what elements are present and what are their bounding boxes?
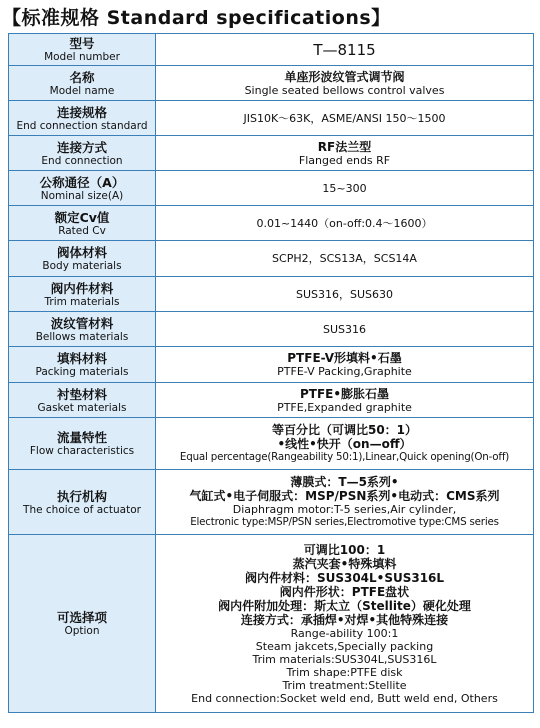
spec-value-line: 阀内件形状：PTFE盘状 — [279, 584, 410, 599]
spec-value-line: •线性•快开（on—off） — [277, 437, 412, 451]
spec-row — [9, 347, 534, 383]
spec-value-line: PTFE•膨胀石墨 — [299, 386, 390, 401]
spec-label — [9, 66, 156, 101]
spec-value-line: Range-ability 100:1 — [290, 626, 399, 640]
spec-value-line: 蒸汽夹套•特殊填料 — [292, 556, 397, 571]
spec-row — [9, 418, 534, 470]
spec-label-zh: 型号 — [69, 36, 95, 51]
spec-label — [9, 34, 156, 66]
spec-value-line: Equal percentage(Rangeability 50:1),Linear,Quick opening(On-off) — [179, 451, 510, 463]
spec-value-line: 单座形波纹管式调节阀 — [284, 69, 405, 84]
spec-value-line: Trim materials:SUS304L,SUS316L — [252, 652, 437, 666]
spec-label-zh: 阀内件材料 — [50, 280, 114, 296]
spec-row — [9, 383, 534, 418]
spec-label — [9, 418, 156, 470]
spec-value — [156, 34, 534, 66]
spec-row — [9, 171, 534, 206]
spec-label-en: Flow characteristics — [29, 445, 135, 457]
spec-label-en: End connection — [41, 154, 123, 167]
spec-label-en: Body materials — [42, 260, 122, 272]
spec-label-en: Gasket materials — [37, 401, 127, 414]
spec-value-line: Trim shape:PTFE disk — [286, 665, 403, 679]
page-title: 【标准规格 Standard specifications】 — [2, 6, 391, 29]
spec-label-en: Trim materials — [44, 295, 120, 308]
spec-label — [9, 383, 156, 418]
spec-label — [9, 277, 156, 312]
spec-value-line: RF法兰型 — [317, 139, 372, 154]
spec-label — [9, 136, 156, 171]
spec-label-zh: 波纹管材料 — [50, 315, 114, 331]
spec-value-line: T—8115 — [313, 40, 376, 59]
spec-value — [156, 66, 534, 101]
spec-label — [9, 347, 156, 383]
spec-value — [156, 312, 534, 347]
spec-value — [156, 171, 534, 206]
spec-row — [9, 277, 534, 312]
spec-row — [9, 101, 534, 136]
spec-row — [9, 312, 534, 347]
spec-label — [9, 206, 156, 241]
spec-label-zh: 连接方式 — [56, 139, 107, 155]
spec-label-zh: 衬垫材料 — [56, 386, 107, 402]
spec-value-line: PTFE-V形填料•石墨 — [287, 351, 402, 365]
spec-label-en: Option — [64, 625, 100, 637]
spec-value-line: Single seated bellows control valves — [244, 83, 445, 97]
spec-label — [9, 470, 156, 535]
spec-label-en: Rated Cv — [58, 224, 106, 237]
spec-label-zh: 填料材料 — [56, 351, 107, 366]
spec-value — [156, 101, 534, 136]
spec-label — [9, 101, 156, 136]
spec-row — [9, 241, 534, 277]
spec-row — [9, 136, 534, 171]
spec-label-en: Model number — [44, 51, 120, 63]
spec-value-line: PTFE-V Packing,Graphite — [277, 365, 412, 378]
spec-value-line: 15~300 — [322, 181, 367, 195]
spec-value — [156, 206, 534, 241]
spec-label-zh: 阀体材料 — [56, 245, 107, 260]
spec-value-line: JIS10K～63K，ASME/ANSI 150～1500 — [243, 111, 446, 125]
spec-label-en: Model name — [49, 84, 115, 97]
spec-label-en: End connection standard — [16, 119, 148, 132]
spec-value-line: SUS316 — [322, 322, 366, 336]
spec-label-en: Nominal size(A) — [40, 189, 124, 202]
spec-value-line: 连接方式：承插焊•对焊•其他特殊连接 — [240, 612, 449, 627]
spec-label-zh: 公称通径（A） — [39, 174, 125, 190]
spec-label-zh: 额定Cv值 — [54, 209, 110, 225]
spec-label-zh: 可选择项 — [56, 610, 107, 625]
spec-label — [9, 535, 156, 713]
spec-label — [9, 312, 156, 347]
spec-value-line: PTFE,Expanded graphite — [277, 400, 412, 414]
spec-value-line: SCPH2，SCS13A，SCS14A — [272, 252, 417, 265]
spec-row — [9, 535, 534, 713]
spec-value-line: 阀内件附加处理：斯太立（Stellite）硬化处理 — [218, 598, 471, 613]
spec-value — [156, 347, 534, 383]
spec-value-line: 气缸式•电子伺服式：MSP/PSN系列•电动式：CMS系列 — [189, 489, 500, 503]
spec-label-en: The choice of actuator — [23, 503, 141, 516]
spec-value — [156, 418, 534, 470]
spec-value-line: Trim treatment:Stellite — [282, 678, 407, 692]
spec-value — [156, 535, 534, 713]
spec-row — [9, 206, 534, 241]
spec-value-line: Steam jakcets,Specially packing — [255, 639, 434, 653]
spec-label-zh: 名称 — [69, 69, 95, 85]
spec-label — [9, 241, 156, 277]
spec-value — [156, 470, 534, 535]
spec-label-en: Packing materials — [35, 366, 129, 378]
spec-value — [156, 241, 534, 277]
spec-value-line: Diaphragm motor:T-5 series,Air cylinder, — [232, 503, 457, 516]
spec-value-line: SUS316，SUS630 — [295, 287, 394, 301]
spec-row — [9, 470, 534, 535]
spec-label-zh: 连接规格 — [56, 104, 107, 120]
spec-label-zh: 流量特性 — [56, 430, 107, 445]
spec-value-line: 阀内件材料：SUS304L•SUS316L — [244, 570, 445, 585]
spec-value — [156, 136, 534, 171]
spec-value-line: 薄膜式：T—5系列• — [290, 475, 399, 489]
spec-value — [156, 383, 534, 418]
spec-row — [9, 66, 534, 101]
spec-label — [9, 171, 156, 206]
spec-value-line: 0.01~1440（on-off:0.4～1600） — [256, 216, 433, 230]
spec-value-line: Flanged ends RF — [298, 153, 391, 167]
spec-value-line: 等百分比（可调比50：1） — [271, 423, 418, 437]
spec-row — [9, 34, 534, 66]
spec-label-zh: 执行机构 — [56, 488, 107, 504]
spec-value-line: 可调比100：1 — [303, 542, 386, 557]
spec-value-line: End connection:Socket weld end, Butt weld end, Others — [191, 691, 498, 705]
spec-label-en: Bellows materials — [35, 330, 129, 343]
spec-value-line: Electronic type:MSP/PSN series,Electromotive type:CMS series — [190, 516, 499, 528]
spec-value — [156, 277, 534, 312]
spec-table — [8, 33, 534, 713]
